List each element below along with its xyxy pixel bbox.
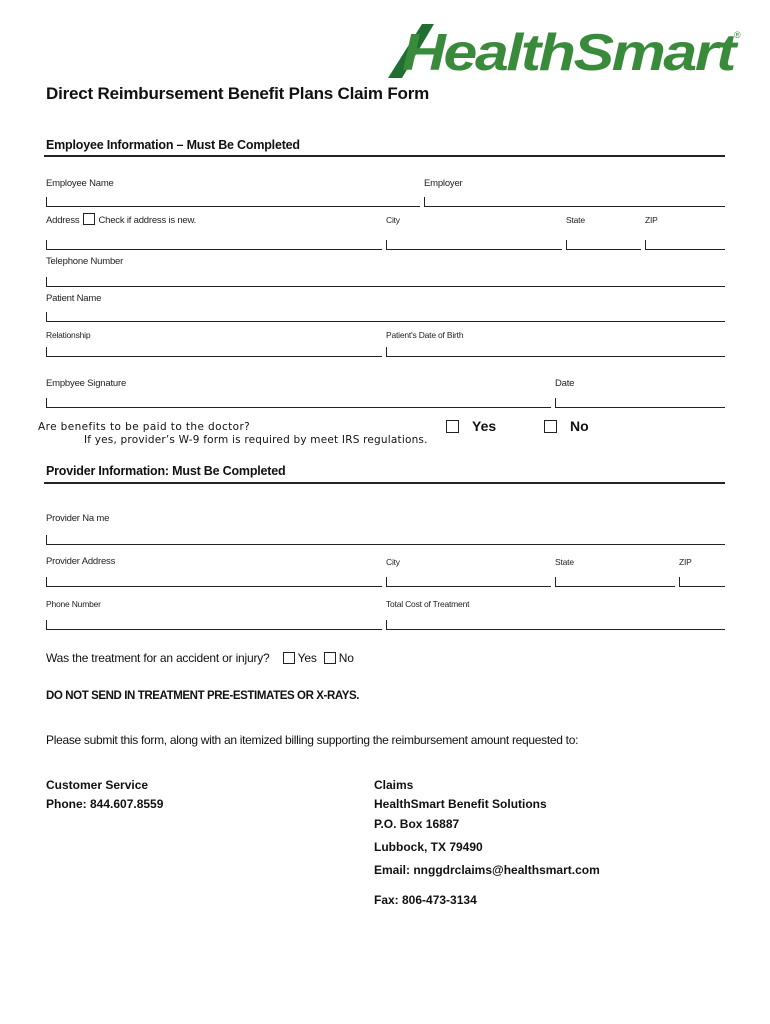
accident-question-row [46, 651, 354, 665]
telephone-field[interactable] [46, 286, 725, 287]
date-label: Date [555, 378, 575, 389]
zip-label: ZIP [645, 215, 658, 225]
provider-zip-field[interactable] [679, 586, 725, 587]
field-tick [645, 240, 646, 249]
provider-state-label: State [555, 557, 574, 567]
phone-field[interactable] [46, 629, 382, 630]
employer-field[interactable] [424, 206, 725, 207]
customer-service-phone: Phone: 844.607.8559 [46, 797, 164, 811]
relationship-field[interactable] [46, 356, 382, 357]
field-tick [46, 197, 47, 206]
provider-name-label: Provider Na me [46, 513, 110, 524]
field-tick [386, 577, 387, 586]
accident-no-label: No [338, 651, 354, 665]
benefits-no-checkbox[interactable] [544, 420, 557, 433]
relationship-label: Relationship [46, 330, 91, 340]
state-label: State [566, 215, 585, 225]
logo-wordmark: HealthSmart [402, 24, 740, 82]
benefits-question: Are benefits to be paid to the doctor? [38, 421, 251, 433]
provider-city-field[interactable] [386, 586, 551, 587]
provider-state-field[interactable] [555, 586, 675, 587]
section-divider [44, 482, 725, 484]
address-label: Address [46, 215, 80, 226]
total-cost-label: Total Cost of Treatment [386, 599, 470, 609]
accident-yes-label: Yes [297, 651, 317, 665]
field-tick [46, 312, 47, 321]
patient-dob-field[interactable] [386, 356, 725, 357]
claims-fax: Fax: 806-473-3134 [374, 893, 477, 907]
signature-label: Empbyee Signature [46, 378, 127, 389]
field-tick [46, 535, 47, 544]
city-label: City [386, 215, 400, 225]
patient-dob-label: Patient's Date of Birth [386, 330, 464, 340]
city-field[interactable] [386, 249, 562, 250]
field-tick [46, 577, 47, 586]
benefits-yes-label: Yes [472, 418, 497, 434]
form-title: Direct Reimbursement Benefit Plans Claim Form [46, 84, 430, 103]
field-tick [46, 277, 47, 286]
field-tick [555, 577, 556, 586]
claims-po-box: P.O. Box 16887 [374, 817, 460, 831]
field-tick [46, 398, 47, 407]
claims-city-state-zip: Lubbock, TX 79490 [374, 840, 483, 854]
date-field[interactable] [555, 407, 725, 408]
telephone-label: Telephone Number [46, 256, 124, 267]
field-tick [46, 240, 47, 249]
employee-name-field[interactable] [46, 206, 420, 207]
accident-yes-checkbox[interactable] [283, 652, 295, 664]
benefits-no-label: No [570, 418, 589, 434]
provider-address-label: Provider Address [46, 556, 116, 567]
benefits-yes-checkbox[interactable] [446, 420, 459, 433]
field-tick [566, 240, 567, 249]
provider-section-heading: Provider Information: Must Be Completed [46, 464, 286, 478]
employer-label: Employer [424, 178, 463, 189]
address-field[interactable] [46, 249, 382, 250]
field-tick [424, 197, 425, 206]
field-tick [555, 398, 556, 407]
field-tick [46, 620, 47, 629]
section-divider [44, 155, 725, 157]
zip-field[interactable] [645, 249, 725, 250]
customer-service-heading: Customer Service [46, 778, 149, 792]
healthsmart-logo [382, 18, 744, 82]
address-row-label [46, 213, 196, 226]
provider-name-field[interactable] [46, 544, 725, 545]
w9-note: If yes, provider’s W-9 form is required by meet IRS regulations. [84, 434, 428, 446]
claims-company: HealthSmart Benefit Solutions [374, 797, 547, 811]
new-address-checkbox[interactable] [83, 213, 95, 225]
state-field[interactable] [566, 249, 641, 250]
provider-address-field[interactable] [46, 586, 382, 587]
registered-mark: ® [734, 30, 741, 40]
accident-no-checkbox[interactable] [324, 652, 336, 664]
xray-warning: DO NOT SEND IN TREATMENT PRE-ESTIMATES OR X-RAYS. [46, 690, 360, 702]
signature-field[interactable] [46, 407, 551, 408]
patient-name-field[interactable] [46, 321, 725, 322]
accident-question: Was the treatment for an accident or injury? [46, 651, 270, 665]
field-tick [386, 347, 387, 356]
provider-zip-label: ZIP [679, 557, 692, 567]
claims-heading: Claims [374, 778, 414, 792]
patient-name-label: Patient Name [46, 293, 102, 304]
provider-city-label: City [386, 557, 400, 567]
employee-name-label: Employee Name [46, 178, 114, 189]
total-cost-field[interactable] [386, 629, 725, 630]
phone-label: Phone Number [46, 599, 101, 609]
submit-instructions: Please submit this form, along with an itemized billing supporting the reimbursement amount requested to: [46, 733, 579, 747]
claims-email: Email: nnggdrclaims@healthsmart.com [374, 863, 600, 877]
new-address-check-label: Check if address is new. [98, 215, 197, 226]
field-tick [46, 347, 47, 356]
healthsmart-logo-mark [382, 18, 744, 82]
field-tick [386, 240, 387, 249]
field-tick [679, 577, 680, 586]
field-tick [386, 620, 387, 629]
employee-section-heading: Employee Information – Must Be Completed [46, 138, 300, 152]
